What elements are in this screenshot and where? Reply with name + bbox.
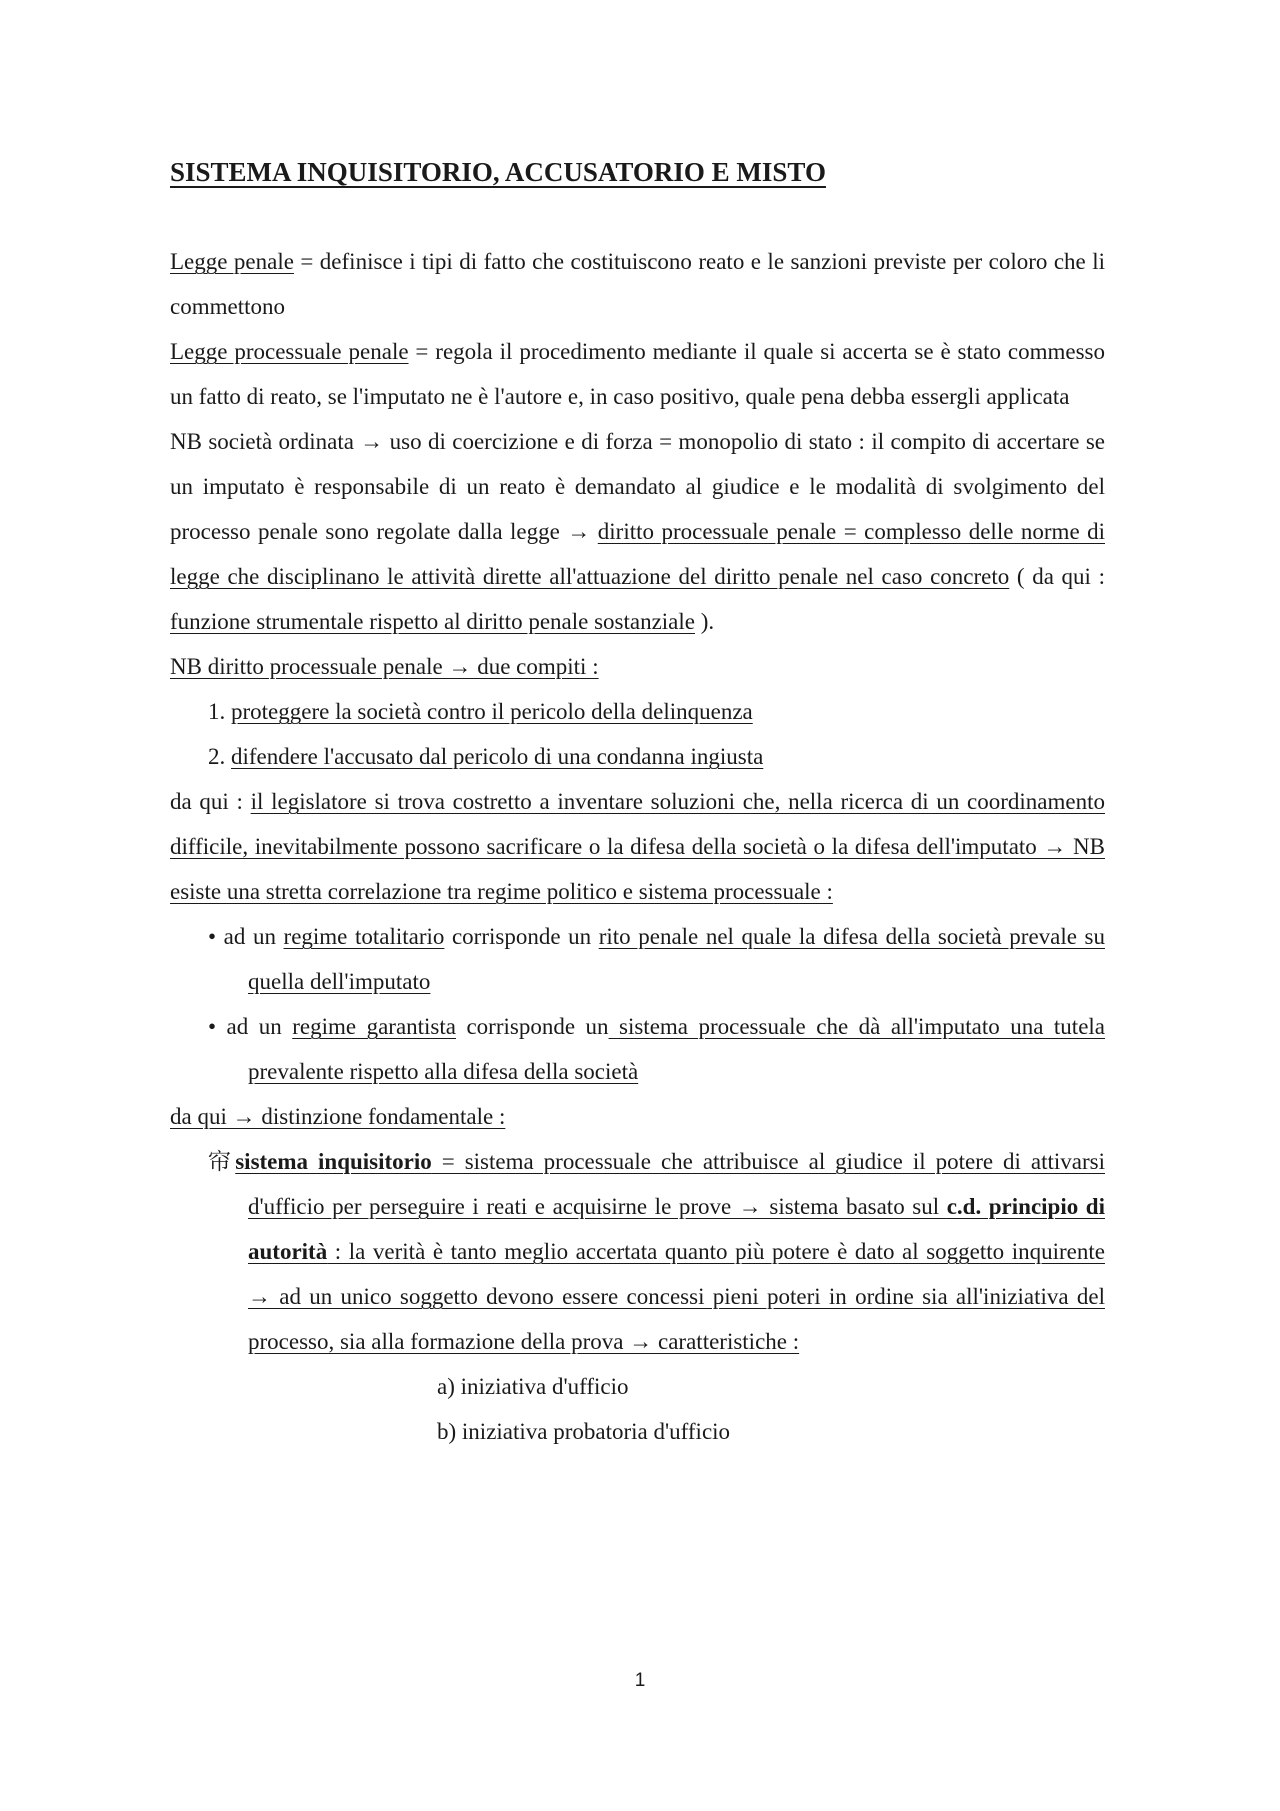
paragraph-legge-penale [170, 239, 1105, 329]
page-number: 1 [634, 1670, 646, 1691]
legislatore-prefix: da qui : [170, 789, 251, 814]
paragraph-distinzione: da qui → distinzione fondamentale : [170, 1104, 506, 1129]
definition-legge-penale: = definisce i tipi di fatto che costituiscono reato e le sanzioni previste per coloro che li commettono [170, 249, 1105, 319]
characteristic-item: a) iniziativa d'ufficio [437, 1374, 629, 1399]
paragraph-legislatore [170, 779, 1105, 914]
nb-societa-text: NB società ordinata → uso di coercizione e di forza = monopolio di stato : il compito di accertare se un imputato è responsabile di un reato è demandato al giudice e le modalità di svolgimento del processo penale sono regolate dalla legge → [170, 429, 1105, 544]
sistema-processuale-text: sistema processuale che dà all'imputato una tutela prevalente rispetto alla difesa della società [248, 1014, 1106, 1084]
list-item [170, 689, 1105, 734]
inquisitorio-item [170, 1139, 1105, 1364]
list-number: 2. [208, 744, 226, 769]
legislatore-text: il legislatore si trova costretto a inventare soluzioni che, nella ricerca di un coordinamento difficile, inevitabilmente possono sacrificare o la difesa della società o la difesa dell'imputato → NB esiste una stretta correlazione tra regime politico e sistema processuale : [170, 789, 1105, 904]
regime-totalitario: regime totalitario [283, 924, 445, 949]
regime-garantista: regime garantista [292, 1014, 456, 1039]
task-text: difendere l'accusato dal pericolo di una condanna ingiusta [231, 744, 764, 769]
characteristic-item: b) iniziativa probatoria d'ufficio [437, 1419, 731, 1444]
list-item [170, 914, 1105, 1004]
paragraph-nb-societa [170, 419, 1105, 644]
bullet-text: corrisponde un [444, 924, 599, 949]
list-item [170, 734, 1105, 779]
regime-list [170, 914, 1105, 1094]
rito-penale-text: rito penale nel quale la difesa della società prevale su quella dell'imputato [248, 924, 1106, 994]
list-number: 1. [208, 699, 226, 724]
special-bullet-icon: 帘 [208, 1149, 236, 1174]
definition-legge-processuale: = regola il procedimento mediante il quale si accerta se è stato commesso un fatto di reato, se l'imputato ne è l'autore e, in caso positivo, quale pena debba essergli applicata [170, 339, 1105, 409]
principio-autorita: c.d. principio di autorità [248, 1194, 1105, 1264]
term-legge-penale: Legge penale [170, 249, 294, 274]
bullet-icon: • [208, 1014, 217, 1039]
bullet-icon: • [208, 924, 217, 949]
page-title: SISTEMA INQUISITORIO, ACCUSATORIO E MISTO [170, 157, 826, 187]
paragraph-due-compiti: NB diritto processuale penale → due compiti : [170, 654, 599, 679]
tasks-list [170, 689, 1105, 779]
funzione-strumentale: funzione strumentale rispetto al diritto penale sostanziale [170, 609, 695, 634]
term-legge-processuale: Legge processuale penale [170, 339, 409, 364]
bullet-text: ad un [223, 924, 284, 949]
inquisitorio-text-2: : la verità è tanto meglio accertata quanto più potere è dato al soggetto inquirente → ad un unico soggetto devono essere concessi pieni poteri in ordine sia all'iniziativa del processo, sia alla formazione della prova → caratteristiche : [248, 1239, 1105, 1354]
paragraph-legge-processuale [170, 329, 1105, 419]
nb-societa-end: ). [695, 609, 715, 634]
diritto-processuale-definition: diritto processuale penale = complesso delle norme di legge che disciplinano le attività dirette all'attuazione del diritto penale nel caso concreto [170, 519, 1106, 589]
bullet-text: corrisponde un [455, 1014, 609, 1039]
list-item [170, 1004, 1105, 1094]
bullet-text: ad un [226, 1014, 293, 1039]
nb-societa-mid: ( da qui : [1009, 564, 1105, 589]
document-content [170, 150, 1105, 1454]
task-text: proteggere la società contro il pericolo della delinquenza [231, 699, 753, 724]
inquisitorio-text: = sistema processuale che attribuisce al giudice il potere di attivarsi d'ufficio per perseguire i reati e acquisirne le prove → sistema basato sul [248, 1149, 1106, 1219]
inquisitorio-term: sistema inquisitorio [235, 1149, 432, 1174]
